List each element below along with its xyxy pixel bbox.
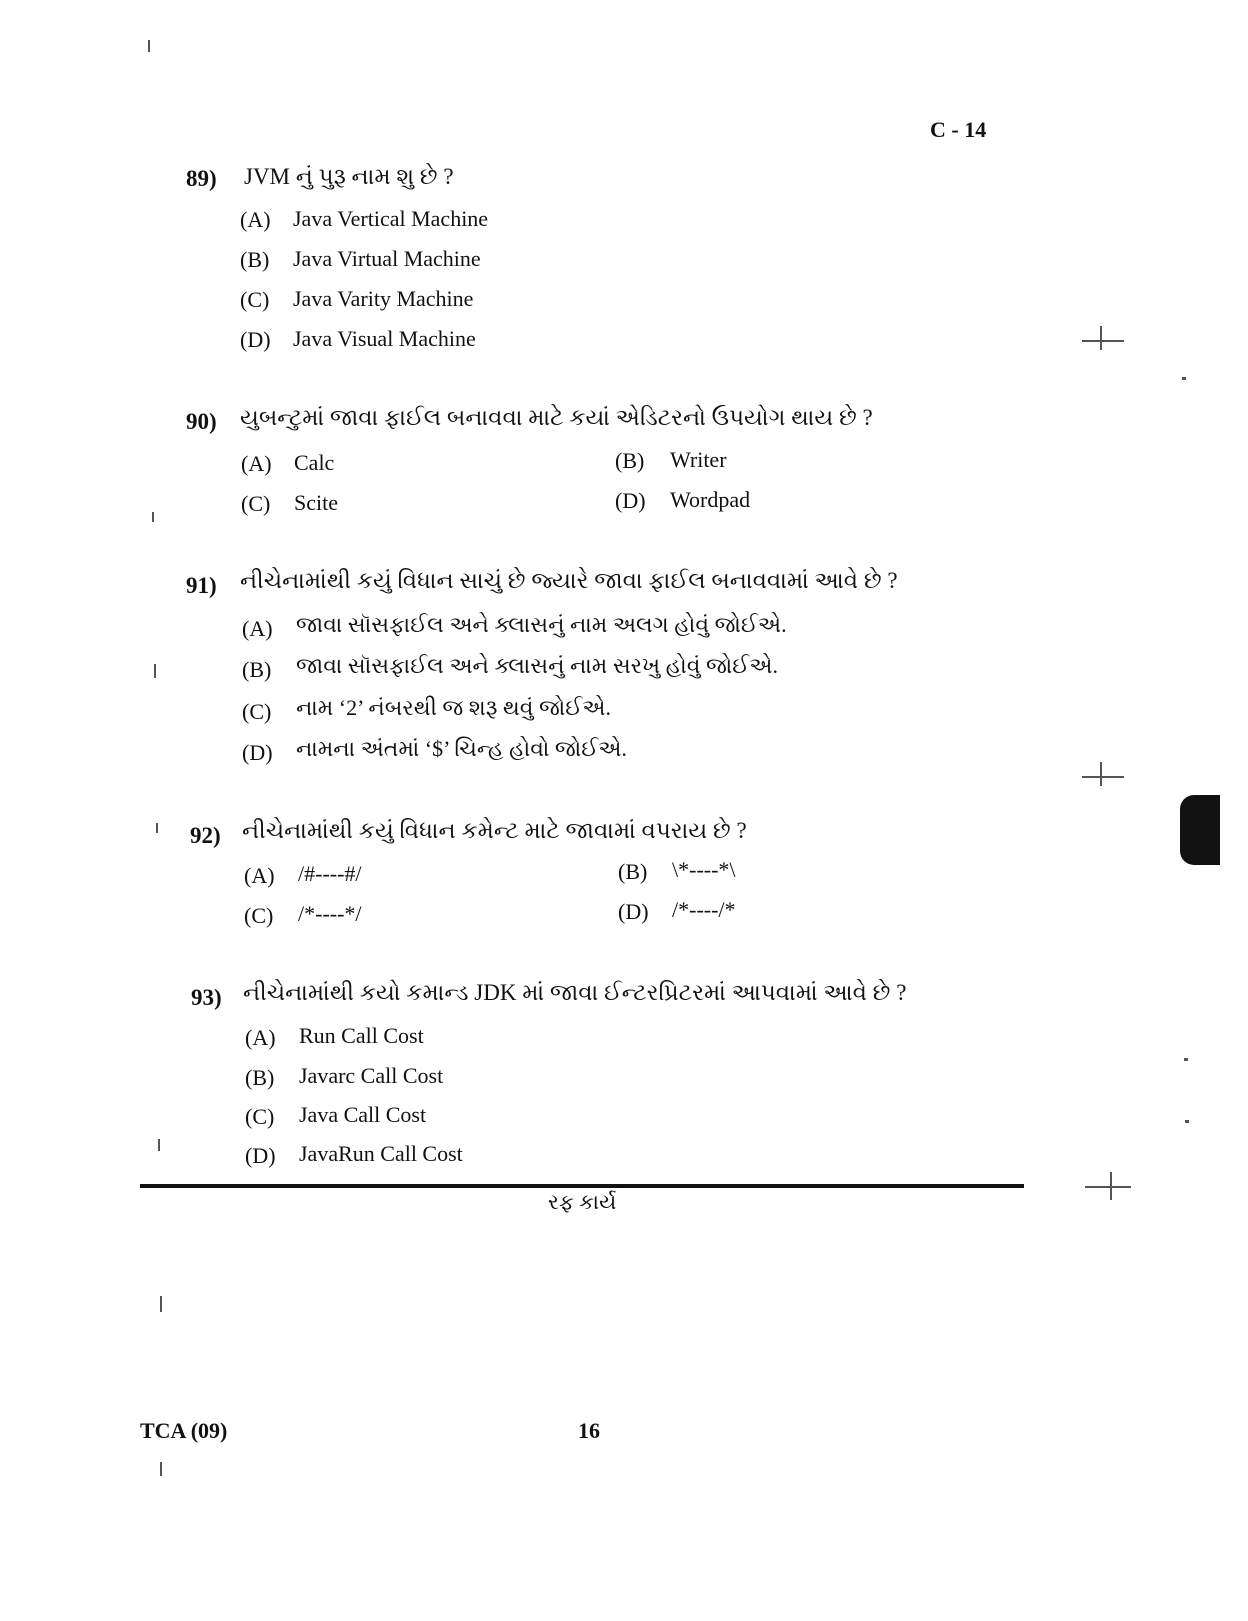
option-text: Java Vertical Machine <box>293 206 489 231</box>
option-label: (B) <box>240 247 270 272</box>
scan-mark <box>1100 326 1102 350</box>
option-text: Java Call Cost <box>299 1102 427 1127</box>
scan-mark <box>148 40 150 52</box>
option-label: (C) <box>242 699 272 724</box>
option-label: (A) <box>240 207 271 232</box>
option-text: નામના અંતમાં ‘$’ ચિન્હ હોવો જોઈએ. <box>296 736 627 761</box>
scan-mark <box>1110 1172 1112 1200</box>
option-label: (D) <box>240 327 271 352</box>
option-label: (B) <box>242 657 272 682</box>
scan-mark <box>1082 340 1124 342</box>
scan-mark <box>1082 776 1124 778</box>
option-text: /*----*/ <box>298 901 362 926</box>
scan-mark <box>158 1139 160 1151</box>
option-text: Javarc Call Cost <box>299 1063 444 1088</box>
scan-mark <box>152 512 154 522</box>
option-text: Calc <box>294 450 335 475</box>
scan-mark <box>160 1462 162 1476</box>
option-label: (C) <box>244 903 274 928</box>
option-label: (C) <box>240 287 270 312</box>
option-text: JavaRun Call Cost <box>299 1141 463 1166</box>
edge-tab-mark <box>1180 795 1220 865</box>
option-label: (D) <box>618 899 649 924</box>
scan-mark <box>156 823 158 833</box>
page-code: C - 14 <box>930 117 987 142</box>
option-label: (A) <box>241 451 272 476</box>
option-label: (C) <box>245 1104 275 1129</box>
option-text: Java Virtual Machine <box>293 246 481 271</box>
option-label: (A) <box>244 863 275 888</box>
scan-mark <box>154 664 156 678</box>
scan-mark <box>1100 762 1102 786</box>
scan-mark <box>1085 1186 1131 1188</box>
option-text: નામ ‘2’ નંબરથી જ શરૂ થવું જોઈએ. <box>296 695 611 720</box>
option-label: (B) <box>618 859 648 884</box>
paper-code: TCA (09) <box>140 1418 228 1443</box>
option-label: (D) <box>242 740 273 765</box>
option-label: (A) <box>245 1025 276 1050</box>
scan-mark <box>1185 1120 1189 1123</box>
divider-rule <box>140 1184 1024 1188</box>
scan-mark <box>160 1296 162 1312</box>
option-text: જાવા સૉસફાઈલ અને ક્લાસનું નામ અલગ હોવું જોઈએ. <box>296 612 787 637</box>
option-text: જાવા સૉસફાઈલ અને ક્લાસનું નામ સરખુ હોવું જોઈએ. <box>296 653 778 678</box>
question-92-text: નીચેનામાંથી કયું વિધાન કમેન્ટ માટે જાવામાં વપરાય છે ? <box>242 818 747 843</box>
question-91-text: નીચેનામાંથી કયું વિધાન સાચું છે જ્યારે જાવા ફાઈલ બનાવવામાં આવે છે ? <box>240 568 898 593</box>
option-text: Writer <box>670 447 727 472</box>
rough-work-label: રફ કાર્ય <box>548 1190 617 1214</box>
question-89-number: 89) <box>186 166 217 191</box>
question-92-number: 92) <box>190 823 221 848</box>
option-text: /*----/* <box>672 897 736 922</box>
option-label: (D) <box>245 1143 276 1168</box>
option-text: Scite <box>294 490 338 515</box>
scan-mark <box>1184 1058 1188 1061</box>
option-label: (A) <box>242 616 273 641</box>
scan-mark <box>1182 377 1186 380</box>
option-label: (B) <box>615 448 645 473</box>
question-93-text: નીચેનામાંથી કયો કમાન્ડ JDK માં જાવા ઈન્ટરપ્રિટરમાં આપવામાં આવે છે ? <box>243 980 907 1005</box>
option-text: Java Visual Machine <box>293 326 476 351</box>
question-89-text: JVM નું પુરૂ નામ શુ છે ? <box>244 164 454 189</box>
option-text: Wordpad <box>670 487 751 512</box>
option-text: /#----#/ <box>298 861 362 886</box>
question-90-number: 90) <box>186 409 217 434</box>
option-text: \*----*\ <box>672 857 736 882</box>
option-text: Run Call Cost <box>299 1023 424 1048</box>
question-90-text: યુબન્ટુમાં જાવા ફાઈલ બનાવવા માટે કયાં એડિટરનો ઉપયોગ થાય છે ? <box>240 405 873 430</box>
option-label: (B) <box>245 1065 275 1090</box>
option-label: (D) <box>615 488 646 513</box>
question-91-number: 91) <box>186 573 217 598</box>
page-number: 16 <box>578 1418 600 1443</box>
option-text: Java Varity Machine <box>293 286 474 311</box>
question-93-number: 93) <box>191 985 222 1010</box>
option-label: (C) <box>241 491 271 516</box>
